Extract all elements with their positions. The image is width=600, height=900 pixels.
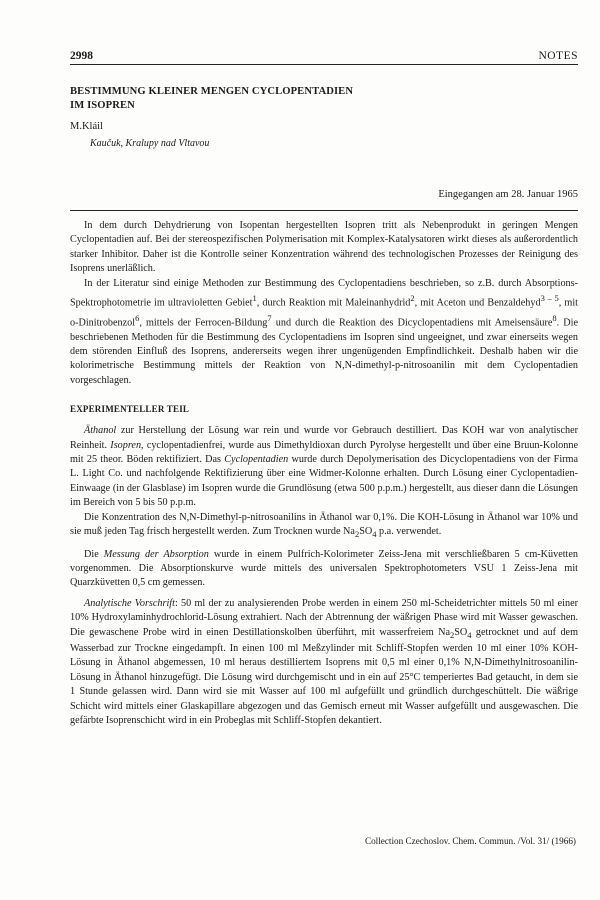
exp-paragraph-3: Die Messung der Absorption wurde in einem Pulfrich-Kolorimeter Zeiss-Jena mit verschließbaren 5 cm-Küvetten vorgenommen. Die Absorptionskurve wurde mittels des universalen Spektrophotometers VSU 1 Zeiss-Jena mit Quarzküvetten 0,5 cm gemessen. <box>70 548 578 589</box>
section-heading: EXPERIMENTELLER TEIL <box>70 404 190 415</box>
section-rule <box>70 210 578 211</box>
intro-paragraph-2: In der Literatur sind einige Methoden zur Bestimmung des Cyclopentadiens beschrieben, so z.B. durch Absorptions-Spektrophotometrie im ultravioletten Gebiet$^1$, durch Reaktion mit Maleinanhydrid$^2$, mit Aceton und Benzaldehyd$^{3 - 5}$, mit o-Dinitrobenzol$^6$, mittels der Ferrocen-Bildung$^7$ und durch die Reaktion des Dicyclopentadiens mit Ameisensäure$^8$. Die beschriebenen Methoden für die Bestimmung des Cyclopentadiens im Isopren sind ungeeignet, und zwar einerseits wegen dem störenden Einfluß des Isoprens, andererseits wegen ihrer ungenügenden Empfindlichkeit. Deshalb haben wir die kolorimetrische Bestimmung mittels der Reaktion von N,N-dimethyl-p-nitrosoanilin mit dem Cyclopentadien vorgeschlagen. <box>70 277 579 386</box>
header-rule <box>70 64 578 65</box>
journal-citation: Collection Czechoslov. Chem. Commun. /Vol. 31/ (1966) <box>364 836 576 846</box>
title-line-1: BESTIMMUNG KLEINER MENGEN CYCLOPENTADIEN <box>70 86 354 97</box>
experimental-section <box>70 424 578 728</box>
exp-paragraph-4: Analytische Vorschrift: 50 ml der zu analysierenden Probe werden in einem 250 ml-Scheidetrichter mittels 50 ml einer 10% Hydroxylaminhydrochlorid-Lösung extrahiert. Nach der Abtrennung der wäßrigen Phase wird mit Wasser gewaschen. Die gewaschene Probe wird in einen Destillationskolben überführt, mit wasserfreiem $Na_2SO_4$ getrocknet und auf dem Wasserbad zur Trockne eingedampft. In einen 100 ml Meßzylinder mit Schliff-Stopfen werden 10 ml einer 10% KOH-Lösung in Äthanol abgemessen, 10 ml heraus destilliertem Isoprens mit 0,5 ml einer 0,1% N,N-Dimethylnitrosoanilin-Lösung in Äthanol hinzugefügt. Die Lösung wird durchgemischt und in ein auf 25°C temperiertes Bad getaucht, in dem sie 1 Stunde gelassen wird. Dann wird sie mit Wasser auf 100 ml aufgefüllt und gründlich durchgeschüttelt. Die wäßrige Schicht wird mittels einer Glaskapillare abgezogen und das Gemisch erneut mit Wasser aufgefüllt und ausgewaschen. Die gefärbte Isoprenschicht wird in ein Probeglas mit Schliff-Stopfen dekantiert. <box>70 597 578 727</box>
article-page <box>70 50 578 728</box>
title-line-2: IM ISOPREN <box>70 100 135 111</box>
introduction <box>70 219 578 388</box>
received-date: Eingegangen am 28. Januar 1965 <box>438 189 578 200</box>
running-header <box>70 50 578 62</box>
exp-paragraph-2: Die Konzentration des N,N-Dimethyl-p-nitrosoanilins in Äthanol war 0,1%. Die KOH-Lösung in Äthanol war 10% und sie muß jeden Tag frisch hergestellt werden. Zum Trocknen wurde $Na_2SO_4$ p.a. verwendet. <box>70 511 578 540</box>
author: M.Kláil <box>70 121 103 132</box>
intro-paragraph-1: In dem durch Dehydrierung von Isopentan hergestellten Isopren tritt als Nebenprodukt in geringen Mengen Cyclopentadien auf. Bei der stereospezifischen Polymerisation mit Komplex-Katalysatoren wirkt dieses als außerordentlich starker Inhibitor. Daher ist die Kontrolle seiner Konzentration während des technologischen Prozesses der Reinigung des Isoprens unerläßlich. <box>70 220 578 275</box>
article-title <box>70 85 578 113</box>
affiliation: Kaučuk, Kralupy nad Vltavou <box>90 138 210 149</box>
page-number: 2998 <box>70 50 93 62</box>
section-label: NOTES <box>538 50 578 62</box>
exp-paragraph-1: Äthanol zur Herstellung der Lösung war rein und wurde vor Gebrauch destilliert. Das KOH war von analytischer Reinheit. Isopren, cyclopentadienfrei, wurde aus Dimethyldioxan durch Pyrolyse hergestellt und über eine Bruun-Kolonne mit 25 theor. Böden rektifiziert. Das Cyclopentadien wurde durch Depolymerisation des Dicyclopentadiens von der Firma L. Light Co. und nachfolgende Rektifizierung über eine Widmer-Kolonne erhalten. Durch Lösung einer Cyclopentadien-Einwaage (in der Glasblase) im Isopren wurde die Grundlösung (etwa 500 p.p.m.) hergestellt, aus dieser dann die Lösungen im Bereich von 5 bis 50 p.p.m. <box>70 425 578 509</box>
